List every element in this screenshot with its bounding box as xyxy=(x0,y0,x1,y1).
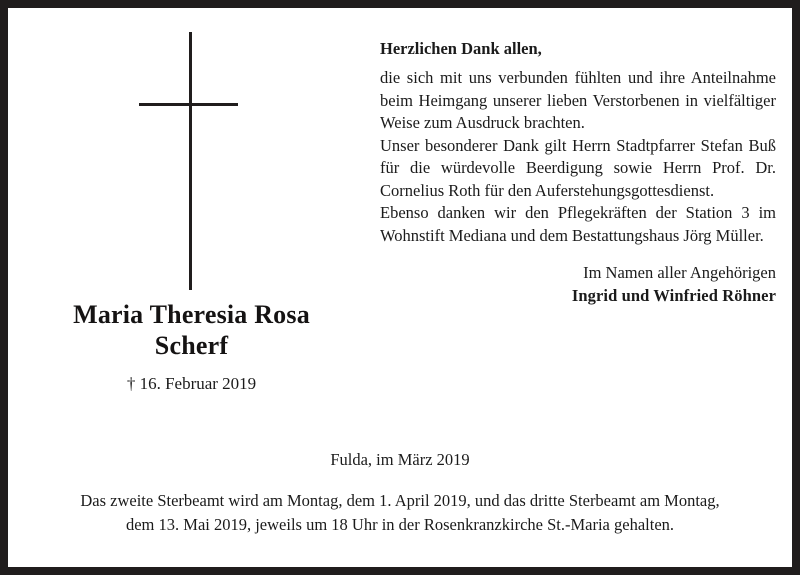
deceased-name-line-1: Maria Theresia Rosa xyxy=(73,300,310,329)
signature-block xyxy=(380,261,776,307)
thanks-column xyxy=(380,38,776,307)
thanks-heading: Herzlichen Dank allen, xyxy=(380,39,542,58)
place-and-date: Fulda, im März 2019 xyxy=(330,450,470,469)
on-behalf-of-line: Im Namen aller Angehörigen xyxy=(583,263,776,282)
signatories-line: Ingrid und Winfried Röhner xyxy=(571,286,776,305)
latin-cross-icon xyxy=(139,32,244,290)
thanks-paragraph-1: die sich mit uns verbunden fühlten und ihre Anteilnahme beim Heimgang unserer lieben Verstorbenen in vielfältiger Weise zum Ausdruck brachten. xyxy=(380,68,776,132)
cross-horizontal-beam xyxy=(139,103,238,106)
deceased-block xyxy=(9,299,374,395)
thanks-paragraph-2: Unser besonderer Dank gilt Herrn Stadtpfarrer Stefan Buß für die würdevolle Beerdigung sowie Herrn Prof. Dr. Cornelius Roth für den Auferstehungsgottesdienst. xyxy=(380,135,776,200)
footer-section xyxy=(9,449,791,537)
deceased-name-line-2: Scherf xyxy=(154,331,229,360)
thanks-paragraph-3: Ebenso danken wir den Pflegekräften der Station 3 im Wohnstift Mediana und dem Bestattungshaus Jörg Müller. xyxy=(380,203,776,245)
upper-section xyxy=(9,9,791,394)
service-note: Das zweite Sterbeamt wird am Montag, dem 1. April 2019, und das dritte Sterbeamt am Montag, dem 13. Mai 2019, jeweils um 18 Uhr in der Rosenkranzkirche St.-Maria gehalten. xyxy=(80,491,720,534)
obituary-card xyxy=(8,8,792,567)
death-date: † 16. Februar 2019 xyxy=(126,374,257,393)
cross-vertical-beam xyxy=(189,32,192,290)
memorial-column xyxy=(9,9,374,394)
